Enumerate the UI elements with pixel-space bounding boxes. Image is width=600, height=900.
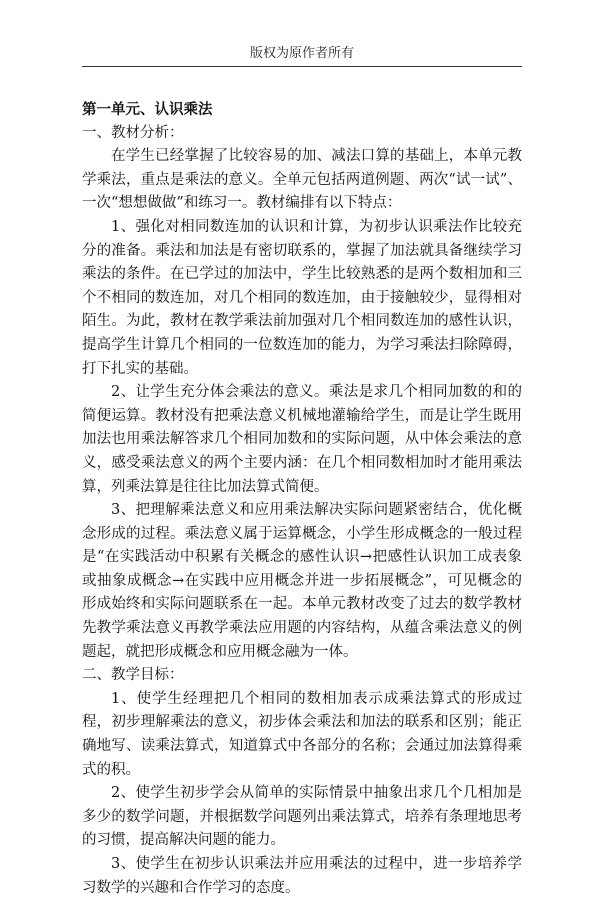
paragraph-point-2: 2、让学生充分体会乘法的意义。乘法是求几个相同加数的和的简便运算。教材没有把乘法意义机械地灌输给学生，而是让学生既用加法也用乘法解答求几个相同加数和的实际问题，从中体会乘法的意义，感受乘法意义的两个主要内涵：在几个相同数相加时才能用乘法算，列乘法算是往往比加法算式简便。 [82, 384, 522, 495]
paragraph-goal-3: 3、使学生在初步认识乘法并应用乘法的过程中，进一步培养学习数学的兴趣和合作学习的态度。 [82, 856, 522, 896]
section-heading-goals: 二、教学目标： [82, 667, 184, 684]
section-heading-materials: 一、教材分析： [82, 124, 184, 141]
paragraph-point-3: 3、把理解乘法意义和应用乘法解决实际问题紧密结合，优化概念形成的过程。乘法意义属于运算概念，小学生形成概念的一般过程是“在实践活动中积累有关概念的感性认识→把感性认识加工成表象或抽象成概念→在实践中应用概念并进一步拓展概念”，可见概念的形成始终和实际问题联系在一起。本单元教材改变了过去的数学教材先教学乘法意义再教学乘法应用题的内容结构，从蕴含乘法意义的例题起，就把形成概念和应用概念融为一体。 [82, 502, 522, 660]
paragraph-goal-2: 2、使学生初步学会从简单的实际情景中抽象出求几个几相加是多少的数学问题，并根据数学问题列出乘法算式，培养有条理地思考的习惯，提高解决问题的能力。 [82, 785, 522, 849]
paragraph-intro: 在学生已经掌握了比较容易的加、减法口算的基础上，本单元教学乘法，重点是乘法的意义。全单元包括两道例题、两次“试一试”、一次“想想做做”和练习一。教材编排有以下特点： [82, 148, 522, 212]
paragraph-point-1: 1、强化对相同数连加的认识和计算，为初步认识乘法作比较充分的准备。乘法和加法是有密切联系的，掌握了加法就具备继续学习乘法的条件。在已学过的加法中，学生比较熟悉的是两个数相加和三个不相同的数连加，对几个相同的数连加，由于接触较少，显得相对陌生。为此，教材在教学乘法前加强对几个相同数连加的感性认识，提高学生计算几个相同的一位数连加的能力，为学习乘法扫除障碍，打下扎实的基础。 [82, 218, 522, 377]
unit-title: 第一单元、认识乘法 [82, 101, 213, 118]
header-rule [82, 66, 522, 67]
document-body [82, 98, 522, 900]
paragraph-goal-1: 1、使学生经理把几个相同的数相加表示成乘法算式的形成过程，初步理解乘法的意义，初步体会乘法和加法的联系和区别；能正确地写、读乘法算式，知道算式中各部分的名称；会通过加法算得乘式的积。 [82, 690, 522, 778]
page-header: 版权为原作者所有 [249, 46, 354, 61]
